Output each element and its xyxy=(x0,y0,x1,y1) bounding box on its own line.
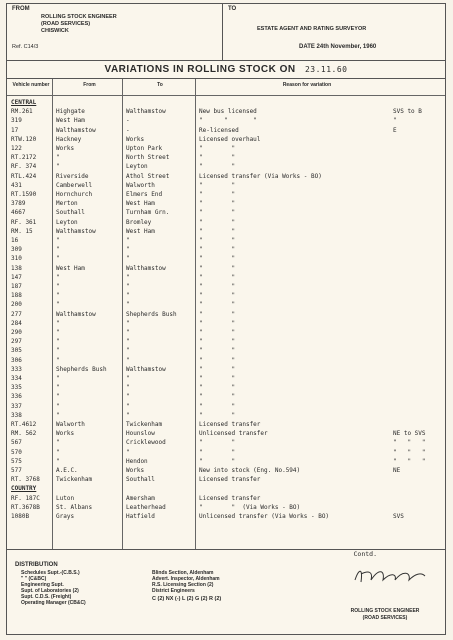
note-cell: " " " xyxy=(393,439,426,447)
from-cell: Works xyxy=(56,430,75,438)
vehicle-number-cell: 200 xyxy=(11,301,22,309)
vehicle-number-cell: 319 xyxy=(11,117,22,125)
vehicle-number-cell: 309 xyxy=(11,246,22,254)
reason-cell: Licensed transfer xyxy=(199,476,261,484)
table-row xyxy=(7,429,445,438)
to-cell: Walthamstow xyxy=(126,108,166,116)
to-cell: Elmers End xyxy=(126,191,163,198)
to-cell: " xyxy=(126,347,130,355)
to-cell: " xyxy=(126,292,130,300)
table-row xyxy=(7,475,445,484)
from-cell: West Ham xyxy=(56,117,85,125)
section-heading: COUNTRY xyxy=(11,485,37,493)
reason-cell: " " xyxy=(199,163,236,171)
vehicle-number-cell: 310 xyxy=(11,255,22,263)
reason-cell: " " xyxy=(199,237,236,244)
vehicle-number-cell: 16 xyxy=(11,237,19,244)
from-cell: " xyxy=(56,448,60,456)
from-cell: Walthamstow xyxy=(56,227,96,235)
table-row xyxy=(7,438,445,447)
to-cell: Walthamstow xyxy=(126,264,166,272)
to-cell: Hatfield xyxy=(126,513,155,520)
vehicle-number-cell: 188 xyxy=(11,292,22,300)
from-cell: " xyxy=(56,393,60,401)
table-row xyxy=(7,282,445,291)
from-cell: " xyxy=(56,273,60,281)
to-cell: " xyxy=(126,329,130,336)
to-cell: Shepherds Bush xyxy=(126,310,177,318)
vehicle-number-cell: 290 xyxy=(11,329,22,336)
from-cell: " xyxy=(56,457,60,465)
reason-cell: " " xyxy=(199,246,236,254)
to-cell: North Street xyxy=(126,154,170,162)
reason-cell: " " xyxy=(199,411,236,419)
reason-cell: Licensed transfer (Via Works - BO) xyxy=(199,172,322,180)
to-cell: Cricklewood xyxy=(126,439,166,447)
from-cell: Luton xyxy=(56,494,75,502)
table-row xyxy=(7,208,445,217)
table-row xyxy=(7,420,445,429)
distribution-entry: Supt. of Laboratories (2) xyxy=(21,588,79,594)
from-cell: " xyxy=(56,301,60,309)
vehicle-number-cell: 570 xyxy=(11,448,22,456)
reason-cell: " " xyxy=(199,393,236,401)
reason-cell: " " xyxy=(199,365,236,373)
section-heading-row xyxy=(7,98,445,107)
vehicle-number-cell: 187 xyxy=(11,283,22,290)
to-cell: " xyxy=(126,255,130,263)
reason-cell: " " xyxy=(199,384,236,392)
from-cell: " xyxy=(56,338,60,346)
to-cell: " xyxy=(126,301,130,309)
reason-cell: " " xyxy=(199,154,236,162)
table-row xyxy=(7,319,445,328)
distribution-entry: Operating Manager (CB&C) xyxy=(21,600,86,606)
vehicle-number-cell: 4667 xyxy=(11,209,26,217)
table-row xyxy=(7,172,445,181)
from-line-3: CHISWICK xyxy=(41,28,69,34)
table-row xyxy=(7,503,445,512)
note-cell: E xyxy=(393,126,397,134)
memo-header xyxy=(7,4,445,61)
distribution-entry: Advert. Inspector, Aldenham xyxy=(152,576,220,582)
table-row xyxy=(7,135,445,144)
from-cell: Twickenham xyxy=(56,476,93,484)
header-divider xyxy=(222,4,223,60)
to-cell: " xyxy=(126,393,130,401)
from-cell: Merton xyxy=(56,200,78,208)
table-row xyxy=(7,300,445,309)
vehicle-number-cell: RM. 15 xyxy=(11,227,33,235)
from-cell: Walworth xyxy=(56,421,85,428)
note-cell: " xyxy=(393,117,397,125)
from-cell: " xyxy=(56,329,60,336)
reason-cell: Re-licensed xyxy=(199,126,239,134)
to-cell: Southall xyxy=(126,476,155,484)
to-cell: " xyxy=(126,273,130,281)
reason-cell: " " xyxy=(199,181,236,189)
table-row xyxy=(7,162,445,171)
to-cell: Walthamstow xyxy=(126,365,166,373)
reason-cell: " " xyxy=(199,329,236,336)
reason-cell: " " xyxy=(199,292,236,300)
reason-cell: " " xyxy=(199,209,236,217)
reason-cell: " " (Via Works - BO) xyxy=(199,503,301,511)
vehicle-number-cell: 575 xyxy=(11,457,22,465)
vehicle-number-cell: RTW.120 xyxy=(11,135,37,143)
column-header-to: To xyxy=(157,82,163,88)
reason-cell: " " xyxy=(199,402,236,410)
table-row xyxy=(7,346,445,355)
table-row xyxy=(7,126,445,135)
from-cell: Hackney xyxy=(56,135,82,143)
reason-cell: New bus licensed xyxy=(199,108,257,116)
vehicle-number-cell: RF. 187C xyxy=(11,494,40,502)
table-row xyxy=(7,457,445,466)
note-cell: " " " xyxy=(393,448,426,456)
distribution-entry: " " (C&BC) xyxy=(21,576,47,582)
from-cell: " xyxy=(56,439,60,447)
reason-cell: Licensed transfer xyxy=(199,494,261,502)
note-cell: SVS to B xyxy=(393,108,422,116)
reason-cell: " " xyxy=(199,283,236,290)
reason-cell: " " xyxy=(199,319,236,327)
reason-cell: " " xyxy=(199,255,236,263)
to-cell: Works xyxy=(126,135,145,143)
vehicle-number-cell: 17 xyxy=(11,126,19,134)
to-cell: Works xyxy=(126,467,145,474)
to-cell: Amersham xyxy=(126,494,155,502)
to-cell: Athol Street xyxy=(126,172,170,180)
district-codes: C (2) NX (-) L (2) G (2) R (2) xyxy=(152,596,222,602)
to-cell: " xyxy=(126,402,130,410)
to-cell: Upton Park xyxy=(126,145,163,152)
table-row xyxy=(7,411,445,420)
to-cell: " xyxy=(126,246,130,254)
distribution-column-1 xyxy=(21,570,86,606)
table-row xyxy=(7,264,445,273)
vehicle-number-cell: RT.3678B xyxy=(11,503,40,511)
reason-cell: " " xyxy=(199,457,236,465)
to-cell: Turnham Grn. xyxy=(126,209,170,217)
reason-cell: " " xyxy=(199,439,236,447)
from-cell: " xyxy=(56,246,60,254)
from-cell: " xyxy=(56,255,60,263)
to-label: TO xyxy=(228,6,237,12)
vehicle-number-cell: 122 xyxy=(11,145,22,152)
table-row xyxy=(7,365,445,374)
from-line-2: (ROAD SERVICES) xyxy=(41,21,91,27)
vehicle-number-cell: RM.261 xyxy=(11,108,33,116)
vehicle-number-cell: RM. 562 xyxy=(11,430,37,438)
vehicle-number-cell: RF. 374 xyxy=(11,163,37,171)
from-line-1: ROLLING STOCK ENGINEER xyxy=(41,14,117,20)
vehicle-number-cell: RT.2172 xyxy=(11,154,37,162)
from-cell: " xyxy=(56,237,60,244)
table-row xyxy=(7,181,445,190)
vehicle-number-cell: 334 xyxy=(11,375,22,382)
from-cell: West Ham xyxy=(56,264,85,272)
from-cell: Hornchurch xyxy=(56,191,93,198)
from-cell: Highgate xyxy=(56,108,85,116)
table-row xyxy=(7,107,445,116)
distribution-entry: R.S. Licensing Section (2) xyxy=(152,582,214,588)
from-cell: Leyton xyxy=(56,218,78,226)
to-cell: " xyxy=(126,319,130,327)
vehicle-number-cell: 577 xyxy=(11,467,22,474)
table-row xyxy=(7,383,445,392)
table-row xyxy=(7,144,445,153)
to-cell: " xyxy=(126,375,130,382)
from-cell: A.E.C. xyxy=(56,467,78,474)
table-row xyxy=(7,392,445,401)
table-row xyxy=(7,448,445,457)
reason-cell: " " xyxy=(199,145,236,152)
from-cell: " xyxy=(56,347,60,355)
to-cell: " xyxy=(126,338,130,346)
table-row xyxy=(7,236,445,245)
from-cell: Grays xyxy=(56,513,75,520)
from-cell: " xyxy=(56,375,60,382)
from-cell: " xyxy=(56,402,60,410)
to-line: ESTATE AGENT AND RATING SURVEYOR xyxy=(257,26,367,32)
document-form xyxy=(6,3,446,635)
distribution-entry: Schedules Supt.-(C.B.S.) xyxy=(21,570,80,576)
vehicle-number-cell: 336 xyxy=(11,393,22,401)
variations-table xyxy=(7,78,445,550)
to-cell: Walworth xyxy=(126,181,155,189)
table-row xyxy=(7,116,445,125)
table-row xyxy=(7,245,445,254)
table-row xyxy=(7,402,445,411)
reason-cell: " " xyxy=(199,356,236,364)
vehicle-number-cell: RT.1590 xyxy=(11,191,37,198)
reason-cell: New into stock (Eng. No.594) xyxy=(199,467,301,474)
reason-cell: " " xyxy=(199,227,236,235)
vehicle-number-cell: 305 xyxy=(11,347,22,355)
column-header-reason: Reason for variation xyxy=(282,82,332,88)
from-cell: Works xyxy=(56,145,75,152)
to-cell: Leyton xyxy=(126,163,148,171)
vehicle-number-cell: 1080B xyxy=(11,513,30,520)
reason-cell: Unlicensed transfer xyxy=(199,430,268,438)
reason-cell: " " " xyxy=(199,117,257,125)
from-cell: Camberwell xyxy=(56,181,93,189)
table-row xyxy=(7,218,445,227)
to-cell: " xyxy=(126,384,130,392)
from-cell: Walthamstow xyxy=(56,126,96,134)
from-cell: Southall xyxy=(56,209,85,217)
table-row xyxy=(7,190,445,199)
footer xyxy=(7,560,445,636)
from-cell: " xyxy=(56,356,60,364)
table-row xyxy=(7,494,445,503)
reason-cell: " " xyxy=(199,200,236,208)
to-cell: West Ham xyxy=(126,227,155,235)
column-header-from: From xyxy=(83,82,96,88)
distribution-entry: Supt. C.D.S. (Freight) xyxy=(21,594,72,600)
vehicle-number-cell: 335 xyxy=(11,384,22,392)
table-row xyxy=(7,466,445,475)
from-label: FROM xyxy=(12,6,30,12)
reason-cell: " " xyxy=(199,347,236,355)
reason-cell: " " xyxy=(199,310,236,318)
from-cell: " xyxy=(56,292,60,300)
reason-cell: " " xyxy=(199,448,236,456)
vehicle-number-cell: RF. 361 xyxy=(11,218,37,226)
reason-cell: " " xyxy=(199,273,236,281)
title-text: VARIATIONS IN ROLLING STOCK ON xyxy=(104,64,296,75)
table-row xyxy=(7,374,445,383)
table-row xyxy=(7,254,445,263)
to-cell: " xyxy=(126,237,130,244)
reason-cell: Licensed transfer xyxy=(199,421,261,428)
table-row xyxy=(7,356,445,365)
continued-note: Contd. xyxy=(353,550,377,558)
note-cell: NE to SVS xyxy=(393,430,426,438)
reason-cell: " " xyxy=(199,301,236,309)
table-row xyxy=(7,337,445,346)
to-cell: " xyxy=(126,448,130,456)
to-cell: " xyxy=(126,356,130,364)
reason-cell: Unlicensed transfer (Via Works - BO) xyxy=(199,513,330,520)
table-row xyxy=(7,291,445,300)
to-cell: Hounslow xyxy=(126,430,155,438)
vehicle-number-cell: 277 xyxy=(11,310,22,318)
from-cell: " xyxy=(56,384,60,392)
distribution-entry: Engineering Supt. xyxy=(21,582,64,588)
reason-cell: " " xyxy=(199,264,236,272)
to-cell: - xyxy=(126,126,130,134)
vehicle-number-cell: 337 xyxy=(11,402,22,410)
to-cell: Leatherhead xyxy=(126,503,166,511)
vehicle-number-cell: RTL.424 xyxy=(11,172,37,180)
to-cell: Bromley xyxy=(126,218,152,226)
vehicle-number-cell: 567 xyxy=(11,439,22,447)
table-row xyxy=(7,310,445,319)
vehicle-number-cell: 3789 xyxy=(11,200,26,208)
table-row xyxy=(7,512,445,521)
vehicle-number-cell: 306 xyxy=(11,356,22,364)
section-heading-row xyxy=(7,484,445,493)
reason-cell: " " xyxy=(199,375,236,382)
from-cell: " xyxy=(56,283,60,290)
to-cell: " xyxy=(126,283,130,290)
handwritten-signature xyxy=(351,564,431,586)
to-cell: - xyxy=(126,117,130,125)
note-cell: NE xyxy=(393,467,401,474)
table-row xyxy=(7,273,445,282)
distribution-label: DISTRIBUTION xyxy=(15,562,58,568)
distribution-entry: District Engineers xyxy=(152,588,195,594)
vehicle-number-cell: RT.4612 xyxy=(11,421,37,428)
table-row xyxy=(7,199,445,208)
reason-cell: " " xyxy=(199,338,236,346)
vehicle-number-cell: 431 xyxy=(11,181,22,189)
from-cell: Riverside xyxy=(56,172,89,180)
distribution-entry: Blinds Section, Aldenham xyxy=(152,570,214,576)
signoff-line-1: ROLLING STOCK ENGINEER xyxy=(350,608,420,614)
from-cell: Shepherds Bush xyxy=(56,365,107,373)
reason-cell: Licensed overhaul xyxy=(199,135,261,143)
table-row xyxy=(7,153,445,162)
vehicle-number-cell: RT. 3768 xyxy=(11,476,40,484)
to-cell: West Ham xyxy=(126,200,155,208)
vehicle-number-cell: 338 xyxy=(11,411,22,419)
from-cell: St. Albans xyxy=(56,503,93,511)
header-rule xyxy=(7,95,445,96)
vehicle-number-cell: 297 xyxy=(11,338,22,346)
memo-date: DATE 24th November, 1960 xyxy=(299,44,377,50)
from-cell: " xyxy=(56,319,60,327)
vehicle-number-cell: 147 xyxy=(11,273,22,281)
to-cell: Twickenham xyxy=(126,421,163,428)
distribution-column-2 xyxy=(152,570,221,602)
from-cell: " xyxy=(56,163,60,171)
reason-cell: " " xyxy=(199,218,236,226)
reason-cell: " " xyxy=(199,191,236,198)
title-date: 23.11.60 xyxy=(304,65,348,74)
note-cell: " " " xyxy=(393,457,426,465)
vehicle-number-cell: 333 xyxy=(11,365,22,373)
signoff-line-2: (ROAD SERVICES) xyxy=(362,615,408,621)
vehicle-number-cell: 284 xyxy=(11,319,22,327)
to-cell: Hendon xyxy=(126,457,148,465)
table-row xyxy=(7,227,445,236)
from-cell: " xyxy=(56,411,60,419)
to-cell: " xyxy=(126,411,130,419)
column-header-vehicle: Vehicle number xyxy=(12,82,50,88)
vehicle-number-cell: 138 xyxy=(11,264,22,272)
reference-number: Ref. C14/3 xyxy=(12,44,39,50)
page-title xyxy=(7,64,445,75)
from-cell: Walthamstow xyxy=(56,310,96,318)
from-cell: " xyxy=(56,154,60,162)
section-heading: CENTRAL xyxy=(11,99,37,106)
table-row xyxy=(7,328,445,337)
note-cell: SVS xyxy=(393,513,404,520)
